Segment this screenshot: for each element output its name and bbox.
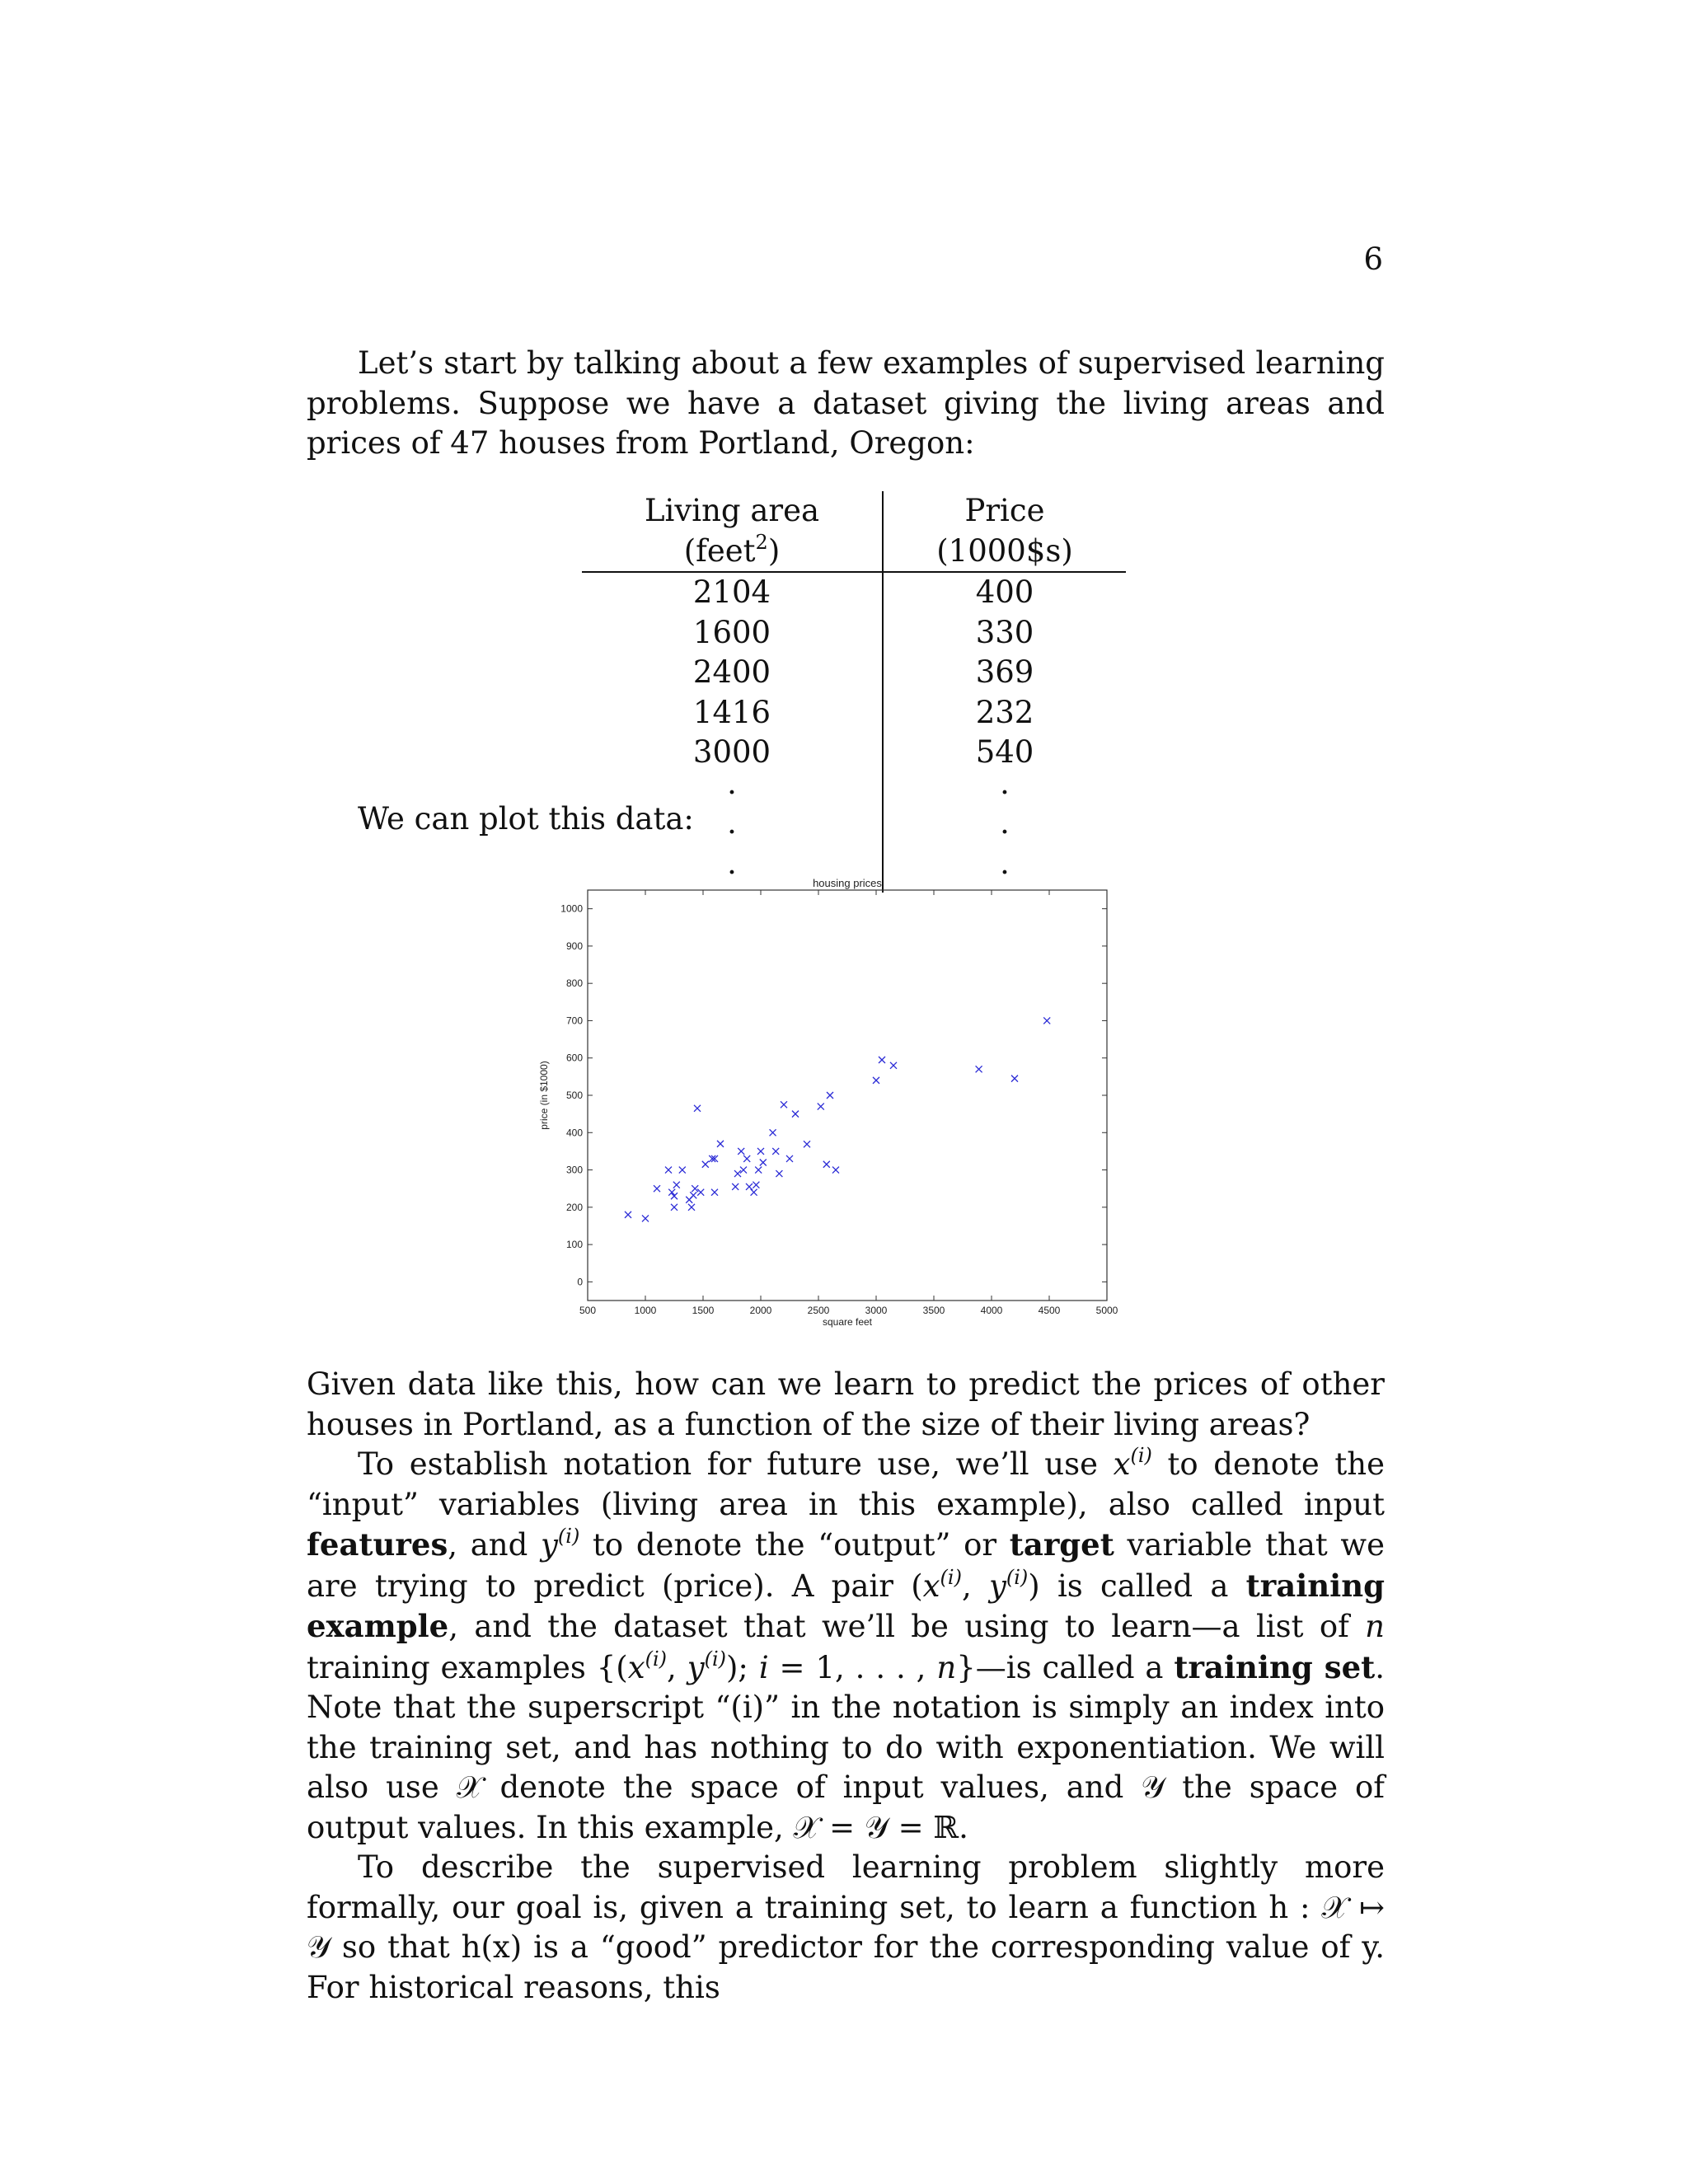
term-features: features — [307, 1526, 448, 1563]
table-row — [582, 653, 1126, 693]
data-point — [818, 1104, 824, 1110]
data-point — [671, 1193, 678, 1199]
data-point — [694, 1105, 701, 1112]
table-cell: 540 — [975, 734, 1034, 770]
data-point — [976, 1066, 982, 1072]
table-header-price: Price (1000$s) — [883, 491, 1126, 572]
y-tick-label: 1000 — [560, 902, 583, 915]
x-tick-label: 4000 — [980, 1305, 1003, 1316]
data-point — [690, 1192, 696, 1198]
body-paragraph-3: To describe the supervised learning problem slightly more formally, our goal is, given a training set, to learn a function h : 𝒳 ↦ 𝒴 so that h(x) is a “good” predictor for the corresponding value of y. For historical reasons, this — [307, 1849, 1385, 2005]
plot-intro-paragraph — [307, 799, 1385, 840]
data-point — [746, 1183, 753, 1190]
x-tick-label: 1000 — [634, 1305, 657, 1316]
data-point — [671, 1204, 678, 1211]
data-point — [732, 1183, 738, 1190]
data-point — [679, 1167, 686, 1174]
data-point — [823, 1161, 830, 1168]
y-tick-label: 800 — [565, 977, 583, 990]
data-point — [786, 1155, 793, 1162]
y-tick-label: 500 — [565, 1090, 583, 1101]
data-point — [751, 1189, 757, 1196]
intro-paragraph — [307, 344, 1385, 464]
table-cell: 1600 — [582, 613, 883, 654]
table-row — [582, 693, 1126, 733]
data-point — [755, 1167, 762, 1174]
table-cell: 2104 — [582, 572, 883, 613]
table-cell: 330 — [975, 614, 1034, 650]
data-point — [879, 1057, 885, 1063]
x-tick-label: 1500 — [692, 1305, 715, 1316]
table-row — [582, 572, 1126, 613]
data-point — [1043, 1017, 1050, 1024]
x-tick-label: 5000 — [1095, 1305, 1118, 1316]
x-tick-label: 3500 — [922, 1305, 945, 1316]
plot-intro-text: We can plot this data: — [358, 801, 694, 837]
term-training-set: training set — [1174, 1648, 1376, 1685]
body-text — [307, 1365, 1385, 2008]
data-point — [827, 1092, 833, 1099]
data-point — [697, 1189, 704, 1196]
data-point — [711, 1189, 718, 1196]
y-axis-label: price (in $1000) — [538, 1061, 550, 1130]
data-point — [734, 1170, 741, 1177]
x-tick-label: 4500 — [1038, 1305, 1061, 1316]
data-point — [873, 1077, 879, 1084]
data-point — [743, 1155, 750, 1162]
data-point — [760, 1159, 767, 1165]
table-row — [582, 613, 1126, 654]
data-point — [668, 1189, 675, 1196]
data-point — [772, 1148, 779, 1155]
y-tick-label: 400 — [565, 1127, 583, 1139]
intro-text: Let’s start by talking about a few examples of supervised learning problems. Suppose we have a dataset giving the living areas and prices of 47 houses from Portland, Oregon: — [307, 345, 1385, 461]
data-point — [890, 1062, 897, 1069]
x-axis-label: square feet — [822, 1316, 873, 1328]
y-tick-label: 900 — [565, 940, 583, 952]
table-header-row — [582, 491, 1126, 572]
data-point — [781, 1101, 787, 1108]
data-point — [776, 1170, 782, 1177]
data-point — [1011, 1076, 1018, 1082]
table-header-living-area: Living area (feet$^2$) — [582, 491, 883, 572]
table-cell: 2400 — [582, 653, 883, 693]
x-tick-label: 500 — [579, 1305, 597, 1316]
vdots: · · · — [1000, 774, 1010, 890]
plot-frame — [588, 890, 1107, 1301]
page-number: 6 — [1363, 241, 1383, 277]
term-target: target — [1009, 1526, 1114, 1563]
x-tick-label: 2000 — [749, 1305, 772, 1316]
body-paragraph-1: Given data like this, how can we learn to predict the prices of other houses in Portland, as a function of the size of their living areas? — [307, 1366, 1385, 1442]
data-point — [702, 1161, 709, 1168]
data-point — [654, 1185, 660, 1192]
data-point — [757, 1148, 764, 1155]
data-point — [642, 1215, 649, 1221]
x-tick-label: 2500 — [807, 1305, 830, 1316]
data-point — [692, 1185, 698, 1192]
table-cell: 232 — [975, 694, 1034, 730]
table-cell: 369 — [975, 654, 1034, 690]
y-tick-label: 700 — [565, 1015, 583, 1027]
table-cell: 1416 — [582, 693, 883, 733]
x-tick-label: 3000 — [865, 1305, 888, 1316]
data-point — [792, 1111, 799, 1118]
table-cell: 400 — [975, 574, 1034, 610]
data-point — [770, 1129, 776, 1136]
table-row — [582, 733, 1126, 773]
data-point — [832, 1167, 839, 1174]
data-point — [717, 1141, 724, 1147]
data-point — [738, 1148, 744, 1155]
y-tick-label: 0 — [577, 1276, 583, 1288]
data-point — [688, 1204, 695, 1211]
term-training-example: training example — [307, 1567, 1385, 1644]
data-point — [804, 1141, 810, 1147]
body-paragraph-2: To establish notation for future use, we’ll use $x^{(i)}$ to denote the “input” variables (living area in this example), also called input features, and $y^{(i)}$ to denote the “output” or target variable that we are trying to predict (price). A pair ($x^{(i)}$, $y^{(i)}$) is called a training example, and the dataset that we’ll be using to learn—a list of n training examples {($x^{(i)}$, $y^{(i)}$); i = 1, . . . , n}—is called a training set. Note that the superscript “(i)” in the notation is simply an index into the training set, and has nothing to do with exponentiation. We will also use 𝒳 denote the space of input values, and 𝒴 the space of output values. In this example, 𝒳 = 𝒴 = ℝ. — [307, 1444, 1386, 1845]
y-tick-label: 600 — [565, 1052, 583, 1064]
data-point — [625, 1212, 631, 1218]
data-point — [673, 1182, 680, 1188]
data-point — [753, 1182, 759, 1188]
housing-prices-chart — [536, 879, 1129, 1348]
chart-title: housing prices — [813, 879, 882, 889]
y-tick-label: 100 — [565, 1239, 583, 1251]
vdots: · · · — [582, 773, 883, 893]
y-tick-label: 300 — [565, 1164, 583, 1176]
data-point — [740, 1167, 747, 1174]
data-point — [665, 1167, 672, 1174]
table-cell: 3000 — [582, 733, 883, 773]
y-tick-label: 200 — [565, 1201, 583, 1213]
